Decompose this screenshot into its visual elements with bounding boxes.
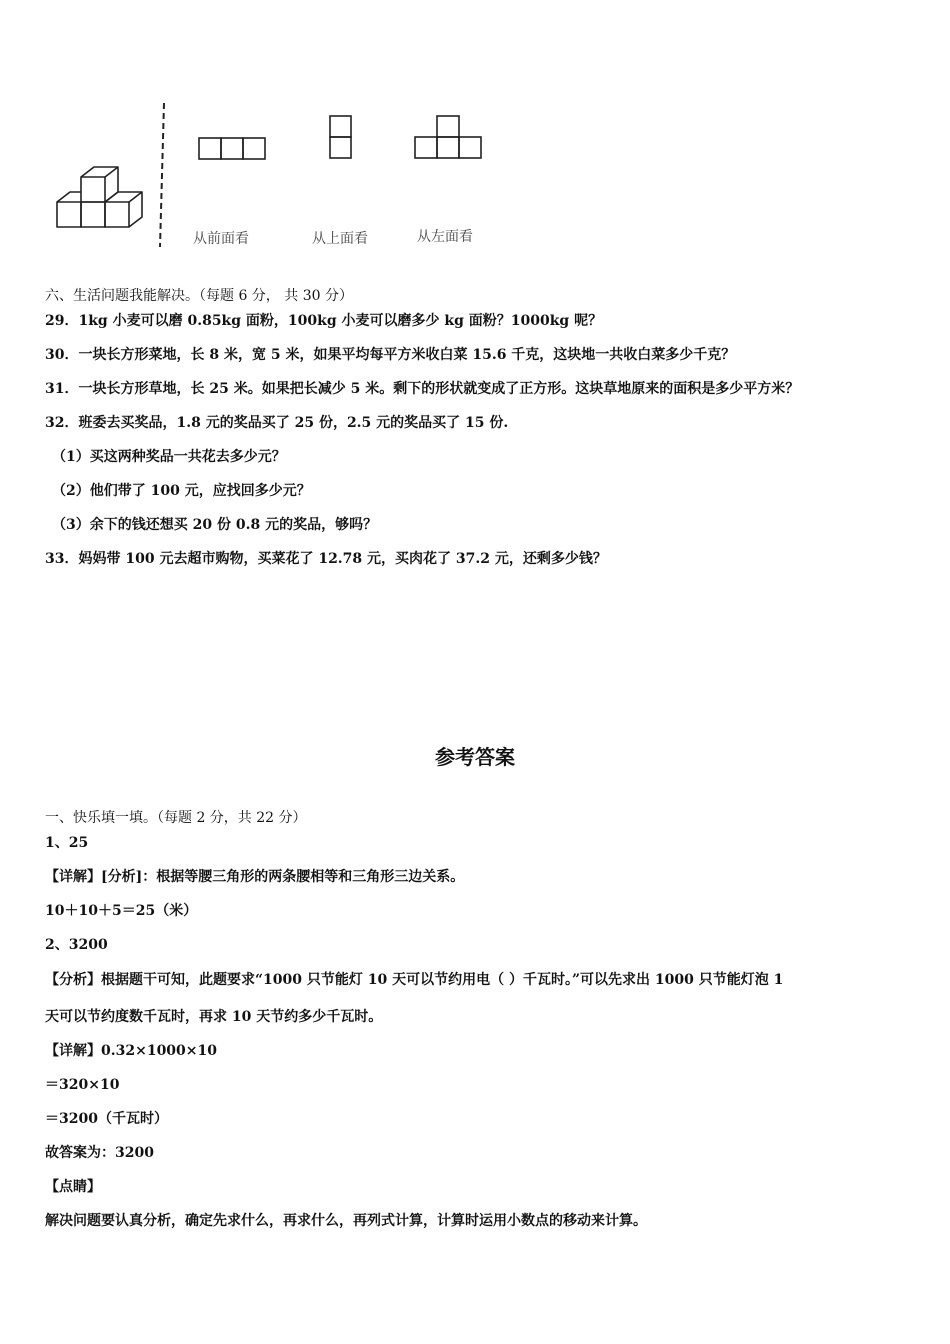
answer-2-detail: 【详解】0.32×1000×10 — [45, 1043, 218, 1059]
answer-key-title: 参考答案 — [435, 745, 515, 769]
front-view-square — [243, 138, 265, 159]
question-32: 32．班委去买奖品，1.8 元的奖品买了 25 份，2.5 元的奖品买了 15 份. — [45, 415, 509, 431]
question-30: 30．一块长方形菜地，长 8 米，宽 5 米，如果平均每平方米收白菜 15.6 千克，这块地一共收白菜多少千克？ — [45, 347, 736, 363]
front-view-square — [221, 138, 243, 159]
answer-1-calculation: 10＋10＋5＝25（米） — [45, 903, 198, 919]
cube-front-face — [105, 202, 129, 227]
dashed-divider — [160, 103, 164, 247]
top-view-label: 从上面看 — [312, 231, 368, 247]
left-view-square — [459, 137, 481, 158]
left-view-square — [437, 116, 459, 137]
answers-section-one-heading: 一、快乐填一填。（每题 2 分，共 22 分） — [45, 810, 307, 826]
question-32-part-1: （1）买这两种奖品一共花去多少元？ — [52, 449, 286, 465]
section-six-heading: 六、生活问题我能解决。（每题 6 分， 共 30 分） — [45, 288, 353, 304]
answer-2-tip-label: 【点睛】 — [45, 1179, 101, 1195]
cube-front-face — [81, 177, 105, 202]
left-view-label: 从左面看 — [417, 229, 473, 245]
answer-2-analysis: 【分析】根据题干可知，此题要求“1000 只节能灯 10 天可以节约用电（ ）千瓦时。”可以先求出 1000 只节能灯泡 1 — [45, 972, 784, 988]
answer-2-final: 故答案为：3200 — [45, 1145, 154, 1161]
question-32-part-2: （2）他们带了 100 元，应找回多少元？ — [52, 483, 311, 499]
left-view-square — [415, 137, 437, 158]
front-view-label: 从前面看 — [193, 231, 249, 247]
cube-front-face — [81, 202, 105, 227]
question-33: 33．妈妈带 100 元去超市购物，买菜花了 12.78 元，买肉花了 37.2 元，还剩多少钱？ — [45, 551, 607, 567]
answer-1-detail: 【详解】[分析]：根据等腰三角形的两条腰相等和三角形三边关系。 — [45, 869, 465, 885]
answer-2-analysis-continued: 天可以节约度数千瓦时，再求 10 天节约多少千瓦时。 — [45, 1009, 383, 1025]
three-views-figure — [40, 95, 500, 260]
answer-1: 1、25 — [45, 835, 89, 851]
question-31: 31．一块长方形草地，长 25 米。如果把长减少 5 米。剩下的形状就变成了正方形。这块草地原来的面积是多少平方米？ — [45, 381, 800, 397]
left-view-square — [437, 137, 459, 158]
cube-front-face — [57, 202, 81, 227]
answer-2-tip: 解决问题要认真分析，确定先求什么，再求什么，再列式计算，计算时运用小数点的移动来计算。 — [45, 1213, 647, 1229]
question-32-part-3: （3）余下的钱还想买 20 份 0.8 元的奖品，够吗？ — [52, 517, 378, 533]
top-view-square — [330, 116, 351, 137]
answer-2-step-2: ＝3200（千瓦时） — [45, 1111, 168, 1127]
front-view-square — [199, 138, 221, 159]
answer-2: 2、3200 — [45, 937, 108, 953]
top-view-square — [330, 137, 351, 158]
answer-2-step-1: ＝320×10 — [45, 1077, 120, 1093]
question-29: 29．1kg 小麦可以磨 0.85kg 面粉，100kg 小麦可以磨多少 kg 面粉？1000kg 呢？ — [45, 313, 603, 329]
